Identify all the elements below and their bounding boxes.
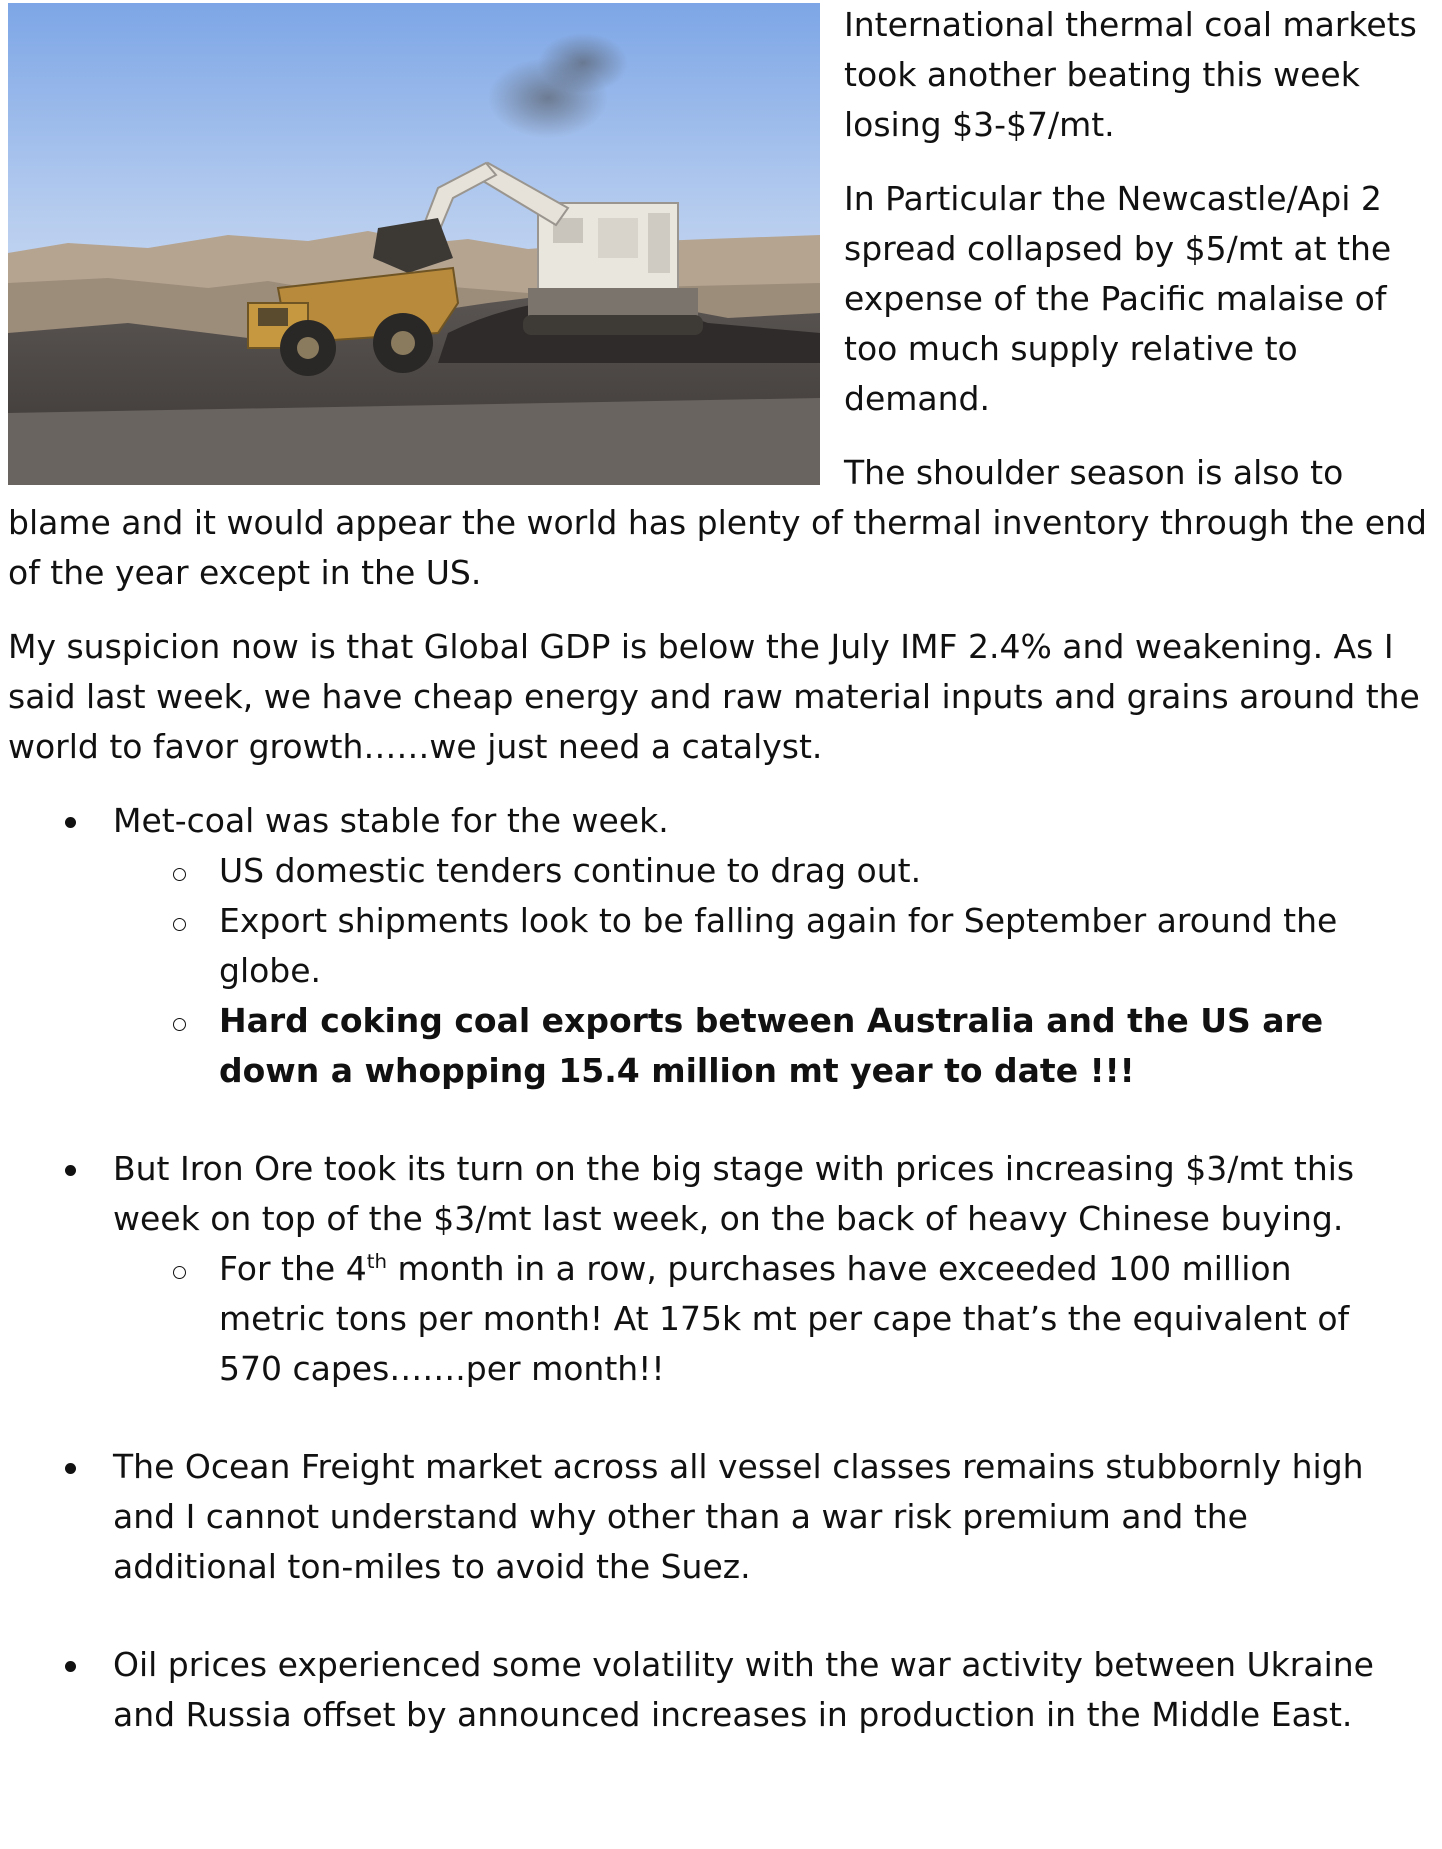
paragraph-global-gdp: My suspicion now is that Global GDP is below the July IMF 2.4% and weakening. As I said last week, we have cheap energy and raw material inputs and grains around the world to favor growth……we just need a catalyst. [8, 627, 1420, 766]
sub-list-met-coal [113, 846, 1388, 1096]
bullet-text: The Ocean Freight market across all vessel classes remains stubbornly high and I cannot understand why other than a war risk premium and the additional ton-miles to avoid the Suez. [113, 1447, 1364, 1586]
bullet-list [8, 796, 1428, 1740]
paragraph-shoulder-season: The shoulder season is also to blame and it would appear the world has plenty of thermal inventory through the end of the year except in the US. [8, 453, 1427, 592]
mining-photo [8, 3, 820, 485]
bullet-ocean-freight [8, 1442, 1428, 1592]
article [8, 0, 1428, 1788]
ordinal-suffix: th [366, 1250, 387, 1273]
bullet-text: Met-coal was stable for the week. [113, 801, 669, 840]
sub-item: US domestic tenders continue to drag out. [113, 846, 1388, 896]
bullet-text: Oil prices experienced some volatility with the war activity between Ukraine and Russia offset by announced increases in production in the Middle East. [113, 1645, 1374, 1734]
sub-item: Export shipments look to be falling again for September around the globe. [113, 896, 1388, 996]
sub-item-hard-coking-coal: Hard coking coal exports between Australia and the US are down a whopping 15.4 million mt year to date !!! [113, 996, 1388, 1096]
paragraph-newcastle-spread: In Particular the Newcastle/Api 2 spread collapsed by $5/mt at the expense of the Pacific malaise of too much supply relative to demand. [844, 179, 1392, 418]
bullet-iron-ore [8, 1144, 1428, 1394]
sub-list-iron-ore [113, 1244, 1388, 1394]
sub-item-text-end: month in a row, purchases have exceeded 100 million metric tons per month! At 175k mt per cape that’s the equivalent of 570 capes…….per month!! [219, 1249, 1350, 1388]
sub-item-purchases [113, 1244, 1388, 1394]
bullet-oil-prices [8, 1640, 1428, 1740]
sub-item-text-start: For the 4 [219, 1249, 367, 1288]
bullet-met-coal [8, 796, 1428, 1096]
bullet-text: But Iron Ore took its turn on the big stage with prices increasing $3/mt this week on top of the $3/mt last week, on the back of heavy Chinese buying. [113, 1149, 1355, 1238]
paragraph-thermal-coal: International thermal coal markets took another beating this week losing $3-$7/mt. [844, 5, 1417, 144]
